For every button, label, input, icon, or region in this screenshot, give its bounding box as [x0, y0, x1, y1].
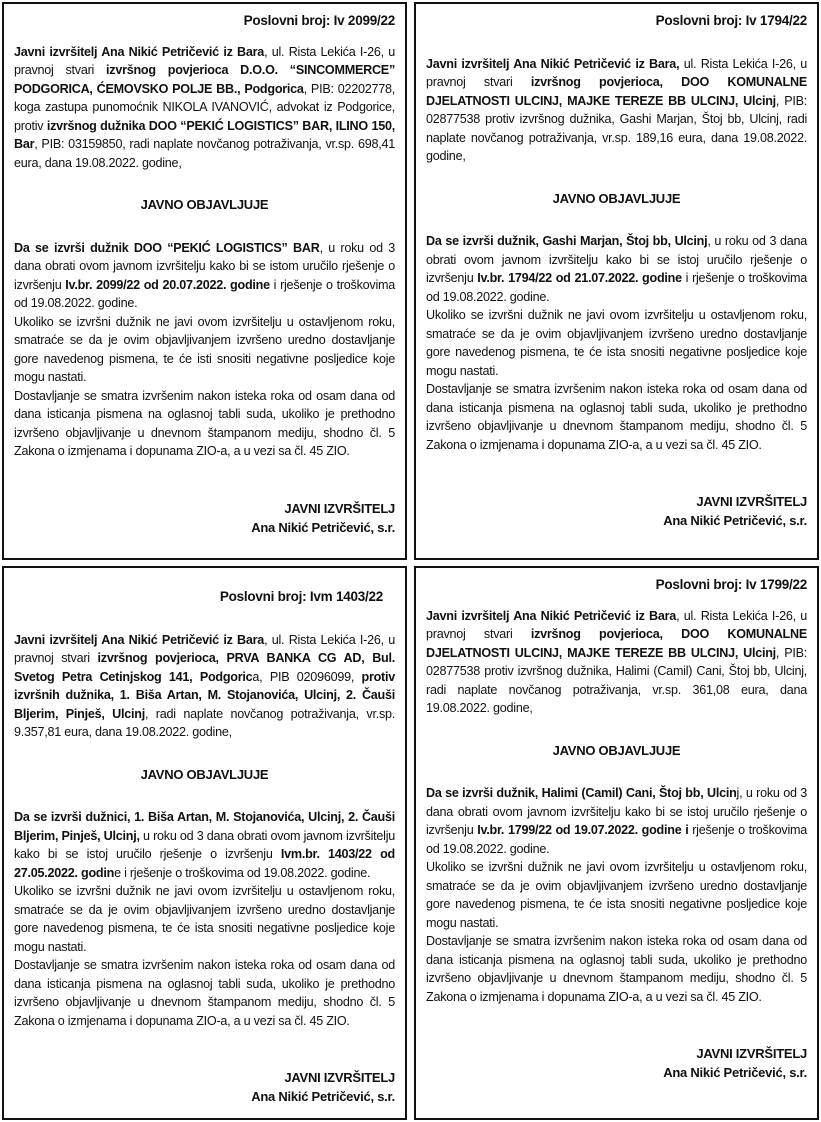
text-run: , PIB: 02877538 protiv izvršnog dužnika, Gashi Marjan, Štoj bb, Ulcinj, radi naplate novčanog potraživanja, vr.sp. 189,16 eura, dana 19.08.2022. godine,	[426, 93, 807, 163]
notice-delivery: Dostavljanje se smatra izvršenim nakon isteka roka od osam dana od dana isticanja pismena na oglasnoj tabli suda, ukoliko je prethodno izvršeno objavljivanje u dnevnom štampanom mediju, shodno čl. 5 Zakona o izmjenama i dopunama ZIO-a, a u vezi sa čl. 45 ZIO.	[14, 388, 395, 458]
bold-run: Da se izvrši dužnik, Gashi Marjan, Štoj bb, Ulcinj	[426, 234, 708, 248]
text-run: ul. Rista Lekića I-26, u pravnoj stvari	[426, 56, 807, 89]
text-run: i rješenje o troškovima od 19.08.2022. godine.	[426, 271, 807, 304]
signature-title: JAVNI IZVRŠITELJ	[696, 1046, 807, 1061]
signature-name: Ana Nikić Petričević, s.r.	[251, 519, 395, 535]
notice-warning: Ukoliko se izvršni dužnik ne javi ovom izvršitelju u ostavljenom roku, smatraće se da je ovim objavljivanjem izvršeno uredno dostavljanje gore navedenog pismena, te će ista snositi negativne posljedice koje mogu nastati.	[426, 308, 807, 378]
bold-run: Da se izvrši dužnik, Halimi (Camil) Cani, Štoj bb, Ulcin	[426, 786, 737, 800]
signature-name: Ana Nikić Petričević, s.r.	[663, 1065, 807, 1080]
bold-run: Javni izvršitelj Ana Nikić Petričević iz Bara,	[426, 56, 680, 71]
notice-heading: JAVNO OBJAVLJUJE	[140, 197, 269, 212]
notice-delivery: Dostavljanje se smatra izvršenim nakon isteka roka od osam dana od dana isticanja pismena na oglasnoj tabli suda, ukoliko je prethodno izvršeno objavljivanje u dnevnom štampanom mediju, shodno čl. 5 Zakona o izmjenama i dopunama ZIO-a, a u vezi sa čl. 45 ZIO.	[14, 958, 395, 1028]
bold-run: protiv izvršnih dužnika, 1. Biša Artan, M. Stojanovića, Ulcinj, 2. Čauši Bljerim, Pinješ, Ulcinj	[14, 669, 395, 721]
notice-body	[14, 12, 395, 550]
text-run: e i rješenje o troškovima od 19.08.2022. godine.	[114, 865, 371, 880]
bold-run: Javni izvršitelj Ana Nikić Petričević iz Bara	[14, 44, 265, 59]
signature-title: JAVNI IZVRŠITELJ	[696, 494, 807, 509]
text-run: , ul. Rista Lekića I-26, u pravnoj stvari	[14, 44, 395, 77]
notice-body	[426, 12, 807, 550]
text-run: , PIB: 02202778, koga zastupa punomoćnik NIKOLA IVANOVIĆ, advokat iz Podgorice, protiv	[14, 81, 395, 133]
notice-intro	[14, 43, 395, 173]
case-number: Poslovni broj: Iv 1799/22	[655, 577, 807, 592]
bold-run: izvršnog povjerioca, PRVA BANKA CG AD, Bul. Svetog Petra Cetinjskog 141, Podgoric	[14, 651, 395, 684]
text-run: u roku od 3 dana obrati ovom javnom izvršitelju kako bi se istoj uručilo rješenje o izvršenju	[14, 828, 396, 861]
bold-run: Da se izvrši dužnik DOO “PEKIĆ LOGISTICS” BAR	[14, 240, 320, 255]
signature-title: JAVNI IZVRŠITELJ	[284, 1070, 395, 1085]
text-run: j, u roku od 3 dana obrati ovom javnom izvršitelju kako bi se istoj uručilo rješenje o izvršenju	[426, 786, 808, 837]
notice-order	[14, 808, 395, 882]
bold-run: izvršnog dužnika DOO “PEKIĆ LOGISTICS” BAR, ILINO 150, Bar	[14, 118, 395, 151]
case-number: Poslovni broj: Ivm 1403/22	[219, 589, 383, 604]
text-run: , ul. Rista Lekića I-26, u pravnoj stvari	[14, 632, 395, 665]
notice-intro	[426, 55, 807, 166]
signature-name: Ana Nikić Petričević, s.r.	[251, 1089, 395, 1104]
text-run: , ul. Rista Lekića I-26, u pravnoj stvari	[426, 608, 807, 641]
notice-warning: Ukoliko se izvršni dužnik ne javi ovom izvršitelju u ostavljenom roku, smatraće se da je ovim objavljivanjem izvršeno uredno dostavljanje gore navedenog pismena, te će ista snositi negativne posljedice koje mogu nastati.	[14, 884, 395, 954]
notice-intro	[14, 631, 395, 742]
notice-heading: JAVNO OBJAVLJUJE	[140, 766, 269, 782]
case-number: Poslovni broj: Iv 2099/22	[243, 13, 395, 28]
notice-delivery: Dostavljanje se smatra izvršenim nakon isteka roka od osam dana od dana isticanja pismena na oglasnoj tabli suda, ukoliko je prethodno izvršeno objavljivanje u dnevnom štampanom mediju, shodno čl. 5 Zakona o izmjenama i dopunama ZIO-a, a u vezi sa čl. 45 ZIO.	[426, 934, 807, 1004]
text-run: i rješenje o troškovima od 19.08.2022. godine.	[14, 277, 395, 310]
text-run: , PIB: 03159850, radi naplate novčanog potraživanja, vr.sp. 698,41 eura, dana 19.08.2022. godine,	[14, 137, 395, 170]
notice-delivery: Dostavljanje se smatra izvršenim nakon isteka roka od osam dana od dana isticanja pismena na oglasnoj tabli suda, ukoliko je prethodno izvršeno objavljivanje u dnevnom štampanom mediju, shodno čl. 5 Zakona o izmjenama i dopunama ZIO-a, a u vezi sa čl. 45 ZIO.	[426, 382, 807, 452]
text-run: , u roku od 3 dana obrati ovom javnom izvršitelju kako bi se istoj uručilo rješenje o izvršenju	[426, 234, 807, 285]
notice-iv-1794-22	[414, 2, 819, 560]
bold-run: izvršnog povjerioca D.O.O. “SINCOMMERCE” PODGORICA, ĆEMOVSKO POLJE BB., Podgorica	[14, 63, 395, 96]
notice-order	[14, 239, 395, 313]
notice-order	[426, 784, 807, 858]
notice-iv-1799-22	[414, 566, 819, 1120]
notice-heading: JAVNO OBJAVLJUJE	[552, 742, 681, 758]
notice-heading: JAVNO OBJAVLJUJE	[552, 190, 681, 206]
notice-body	[426, 576, 807, 1110]
text-run: a, PIB 02096099,	[252, 669, 362, 684]
notice-iv-2099-22	[2, 2, 407, 560]
notice-intro	[426, 607, 807, 718]
notice-order	[426, 232, 807, 306]
bold-run: izvršnog povjerioca, DOO KOMUNALNE DJELATNOSTI ULCINJ, MAJKE TEREZE BB ULCINJ, Ulcinj	[426, 627, 807, 660]
notice-warning: Ukoliko se izvršni dužnik ne javi ovom izvršitelju u ostavljenom roku, smatraće se da je ovim objavljivanjem izvršeno uredno dostavljanje gore navedenog pismena, te će ista snositi negativne posljedice koje mogu nastati.	[426, 860, 807, 930]
signature-name: Ana Nikić Petričević, s.r.	[663, 513, 807, 528]
signature-title: JAVNI IZVRŠITELJ	[284, 500, 395, 516]
bold-run: Javni izvršitelj Ana Nikić Petričević iz Bara	[426, 608, 677, 623]
bold-run: Iv.br. 1799/22 od 19.07.2022. godine i	[477, 823, 689, 837]
bold-run: Da se izvrši dužnici, 1. Biša Artan, M. Stojanovića, Ulcinj, 2. Čauši Bljerim, Pinješ, Ulcinj,	[14, 810, 395, 843]
bold-run: Javni izvršitelj Ana Nikić Petričević iz Bara	[14, 632, 265, 647]
bold-run: Iv.br. 1794/22 od 21.07.2022. godine	[477, 271, 682, 285]
text-run: , u roku od 3 dana obrati ovom javnom izvršitelju kako bi se istom uručilo rješenje o izvršenju	[14, 240, 396, 292]
notice-body	[14, 576, 395, 1110]
text-run: , PIB: 02877538 protiv izvršnog dužnika, Halimi (Camil) Cani, Štoj bb, Ulcinj, radi naplate novčanog potraživanja, vr.sp. 361,08 eura, dana 19.08.2022. godine,	[426, 645, 807, 715]
bold-run: Ivm.br. 1403/22 od 27.05.2022. godin	[14, 847, 395, 880]
case-number: Poslovni broj: Iv 1794/22	[655, 13, 807, 28]
bold-run: Iv.br. 2099/22 od 20.07.2022. godine	[65, 277, 270, 292]
notice-ivm-1403-22	[2, 566, 407, 1120]
notice-warning: Ukoliko se izvršni dužnik ne javi ovom izvršitelju u ostavljenom roku, smatraće se da je ovim objavljivanjem izvršeno uredno dostavljanje gore navedenog pismena, te će isti snositi negativne posljedice koje mogu nastati.	[14, 314, 395, 384]
text-run: rješenje o troškovima od 19.08.2022. godine.	[426, 823, 807, 856]
text-run: , radi naplate novčanog potraživanja, vr.sp. 9.357,81 eura, dana 19.08.2022. godine,	[14, 706, 395, 739]
bold-run: izvršnog povjerioca, DOO KOMUNALNE DJELATNOSTI ULCINJ, MAJKE TEREZE BB ULCINJ, Ulcinj	[426, 75, 807, 108]
